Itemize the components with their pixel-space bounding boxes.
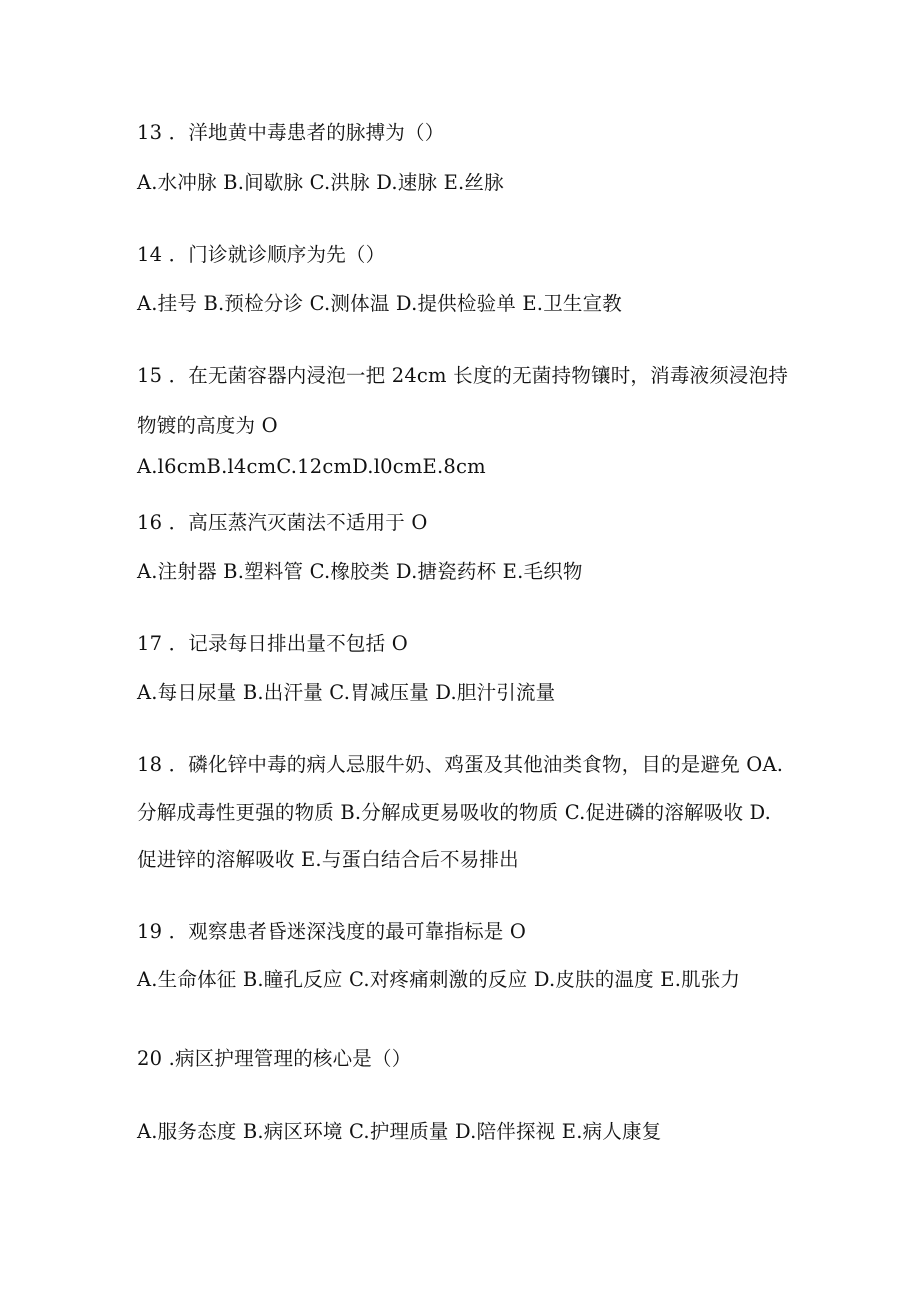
question-14-stem: 14 ．门诊就诊顺序为先（） bbox=[137, 243, 386, 266]
question-13-options: A.水冲脉 B.间歇脉 C.洪脉 D.速脉 E.丝脉 bbox=[137, 171, 504, 194]
question-16-options: A.注射器 B.塑料管 C.橡胶类 D.搪瓷药杯 E.毛织物 bbox=[137, 560, 583, 583]
question-19-stem: 19 ．观察患者昏迷深浅度的最可靠指标是 O bbox=[137, 920, 527, 943]
question-19-options: A.生命体征 B.瞳孔反应 C.对疼痛刺激的反应 D.皮肤的温度 E.肌张力 bbox=[137, 968, 741, 991]
question-18-stem-line-3: 促进锌的溶解吸收 E.与蛋白结合后不易排出 bbox=[137, 848, 519, 871]
question-17-stem: 17 ．记录每日排出量不包括 O bbox=[137, 632, 408, 655]
question-15-stem-line-1: 15 ．在无菌容器内浸泡一把 24cm 长度的无菌持物镶时，消毒液须浸泡持 bbox=[137, 364, 789, 387]
question-20-options: A.服务态度 B.病区环境 C.护理质量 D.陪伴探视 E.病人康复 bbox=[137, 1120, 662, 1143]
question-15-options: A.l6cmB.l4cmC.12cmD.l0cmE.8cm bbox=[137, 455, 486, 478]
question-18-stem-line-2: 分解成毒性更强的物质 B.分解成更易吸收的物质 C.促进磷的溶解吸收 D. bbox=[137, 801, 772, 824]
question-14-options: A.挂号 B.预检分诊 C.测体温 D.提供检验单 E.卫生宣教 bbox=[137, 292, 622, 315]
question-13-stem: 13 ．洋地黄中毒患者的脉搏为（） bbox=[137, 121, 445, 144]
question-20-stem: 20 .病区护理管理的核心是（） bbox=[137, 1047, 412, 1070]
question-17-options: A.每日尿量 B.出汗量 C.胃减压量 D.胆汁引流量 bbox=[137, 681, 556, 704]
question-18-stem-line-1: 18 ．磷化锌中毒的病人忌服牛奶、鸡蛋及其他油类食物，目的是避免 OA. bbox=[137, 753, 784, 776]
question-16-stem: 16 ．高压蒸汽灭菌法不适用于 O bbox=[137, 511, 428, 534]
question-15-stem-line-2: 物镀的高度为 O bbox=[137, 414, 278, 437]
